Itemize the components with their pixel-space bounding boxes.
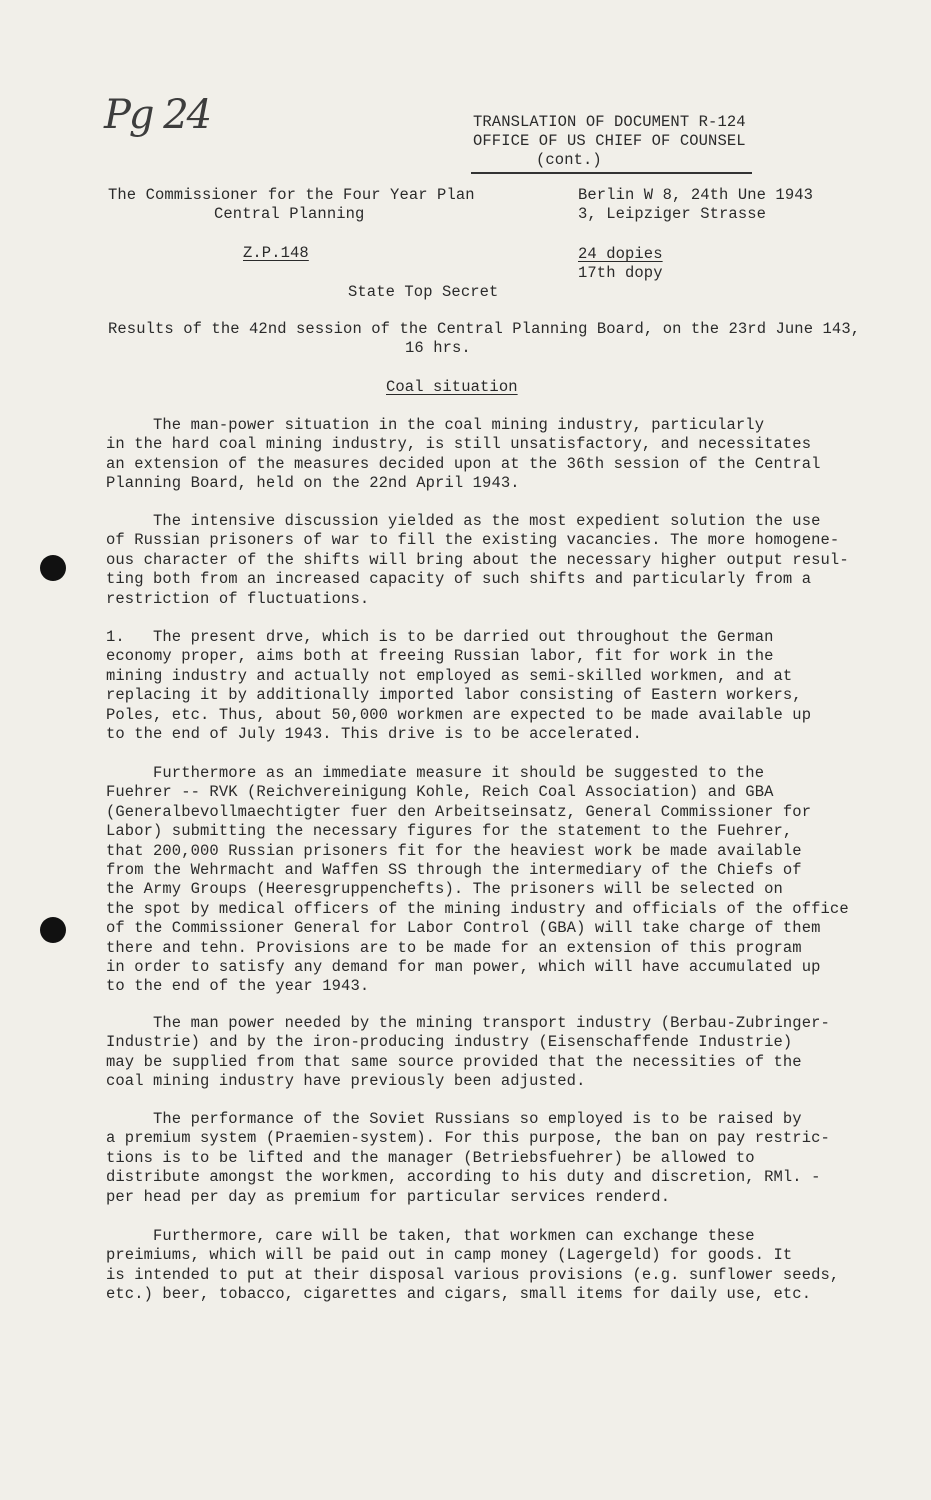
header-rule bbox=[471, 172, 752, 174]
paragraph-line: in the hard coal mining industry, is still unsatisfactory, and necessitates bbox=[106, 435, 812, 454]
paragraph-line: coal mining industry have previously been adjusted. bbox=[106, 1072, 586, 1091]
sender-line1: The Commissioner for the Four Year Plan bbox=[108, 186, 475, 204]
paragraph-line: (Generalbevollmaechtigter fuer den Arbeitseinsatz, General Commissioner for bbox=[106, 802, 812, 821]
paragraph-line: economy proper, aims both at freeing Russian labor, fit for work in the bbox=[106, 647, 774, 666]
paragraph-line: mining industry and actually not employed as semi-skilled workmen, and at bbox=[106, 666, 793, 685]
copies-count: 24 dopies bbox=[578, 245, 663, 263]
paragraph-line: preimiums, which will be paid out in camp money (Lagergeld) for goods. It bbox=[106, 1246, 793, 1265]
paragraph-line: the spot by medical officers of the mining industry and officials of the office bbox=[106, 899, 849, 918]
paragraph-line: in order to satisfy any demand for man power, which will have accumulated up bbox=[106, 958, 821, 977]
paragraph-line: The man-power situation in the coal mining industry, particularly bbox=[106, 416, 765, 434]
paragraph-line: Planning Board, held on the 22nd April 1943. bbox=[106, 474, 520, 493]
paragraph-line: to the end of July 1943. This drive is to be accelerated. bbox=[106, 725, 642, 744]
paragraph bbox=[106, 764, 886, 997]
paragraph-line: Poles, etc. Thus, about 50,000 workmen are expected to be made available up bbox=[106, 705, 812, 724]
translation-header-line2: OFFICE OF US CHIEF OF COUNSEL bbox=[473, 132, 746, 150]
punch-hole-icon bbox=[40, 555, 66, 581]
paragraph-line: Industrie) and by the iron-producing industry (Eisenschaffende Industrie) bbox=[106, 1033, 793, 1052]
subject-line1: Results of the 42nd session of the Central Planning Board, on the 23rd June 143, bbox=[108, 320, 861, 338]
paragraph bbox=[106, 628, 886, 744]
paragraph-line: Labor) submitting the necessary figures for the statement to the Fuehrer, bbox=[106, 822, 793, 841]
paragraph-line: 1. The present drve, which is to be darried out throughout the German bbox=[106, 628, 774, 646]
paragraph-line: ous character of the shifts will bring about the necessary higher output resul- bbox=[106, 550, 849, 569]
paragraph-line: Fuehrer -- RVK (Reichvereinigung Kohle, Reich Coal Association) and GBA bbox=[106, 783, 774, 802]
paragraph-line: The man power needed by the mining transport industry (Berbau-Zubringer- bbox=[106, 1014, 830, 1032]
subject-line2: 16 hrs. bbox=[405, 339, 471, 357]
paragraph-line: an extension of the measures decided upon at the 36th session of the Central bbox=[106, 454, 821, 473]
paragraph-line: that 200,000 Russian prisoners fit for the heaviest work be made available bbox=[106, 841, 802, 860]
sender-line2: Central Planning bbox=[214, 205, 365, 223]
paragraph-line: per head per day as premium for particular services renderd. bbox=[106, 1187, 671, 1206]
section-heading: Coal situation bbox=[386, 378, 518, 396]
paragraph bbox=[106, 1110, 886, 1207]
paragraph-line: etc.) beer, tobacco, cigarettes and cigars, small items for daily use, etc. bbox=[106, 1285, 812, 1304]
paragraph-line: ting both from an increased capacity of such shifts and particularly from a bbox=[106, 570, 812, 589]
paragraph-line: Furthermore, care will be taken, that workmen can exchange these bbox=[106, 1227, 755, 1245]
paragraph-line: a premium system (Praemien-system). For this purpose, the ban on pay restric- bbox=[106, 1129, 830, 1148]
translation-header-line1: TRANSLATION OF DOCUMENT R-124 bbox=[473, 113, 746, 131]
paragraph bbox=[106, 1227, 886, 1305]
paragraph-line: restriction of fluctuations. bbox=[106, 589, 370, 608]
reference-number: Z.P.148 bbox=[243, 244, 309, 262]
paragraph-line: from the Wehrmacht and Waffen SS through the intermediary of the Chiefs of bbox=[106, 861, 802, 880]
paragraph-line: may be supplied from that same source provided that the necessities of the bbox=[106, 1052, 802, 1071]
translation-header-line3: (cont.) bbox=[536, 151, 602, 169]
paragraph-line: of Russian prisoners of war to fill the existing vacancies. The more homogene- bbox=[106, 531, 840, 550]
classification: State Top Secret bbox=[348, 283, 499, 301]
paragraph-line: of the Commissioner General for Labor Control (GBA) will take charge of them bbox=[106, 919, 821, 938]
place-date-line2: 3, Leipziger Strasse bbox=[578, 205, 767, 223]
paragraph-line: tions is to be lifted and the manager (Betriebsfuehrer) be allowed to bbox=[106, 1148, 755, 1167]
paragraph-line: there and tehn. Provisions are to be made for an extension of this program bbox=[106, 938, 802, 957]
place-date-line1: Berlin W 8, 24th Une 1943 bbox=[578, 186, 814, 204]
paragraph-line: The performance of the Soviet Russians so employed is to be raised by bbox=[106, 1110, 802, 1128]
paragraph-line: replacing it by additionally imported labor consisting of Eastern workers, bbox=[106, 686, 802, 705]
paragraph-line: the Army Groups (Heeresgruppenchefts). The prisoners will be selected on bbox=[106, 880, 783, 899]
paragraph-line: The intensive discussion yielded as the most expedient solution the use bbox=[106, 512, 821, 530]
handwritten-page-mark: Pg 24 bbox=[104, 92, 211, 138]
paragraph bbox=[106, 512, 886, 609]
copy-number: 17th dopy bbox=[578, 264, 663, 282]
paragraph-line: to the end of the year 1943. bbox=[106, 977, 370, 996]
paragraph-line: distribute amongst the workmen, according to his duty and discretion, RMl. - bbox=[106, 1168, 821, 1187]
paragraph bbox=[106, 416, 886, 494]
paragraph-line: Furthermore as an immediate measure it should be suggested to the bbox=[106, 764, 765, 782]
punch-hole-icon bbox=[40, 917, 66, 943]
paragraph-line: is intended to put at their disposal various provisions (e.g. sunflower seeds, bbox=[106, 1265, 840, 1284]
paragraph bbox=[106, 1014, 886, 1092]
